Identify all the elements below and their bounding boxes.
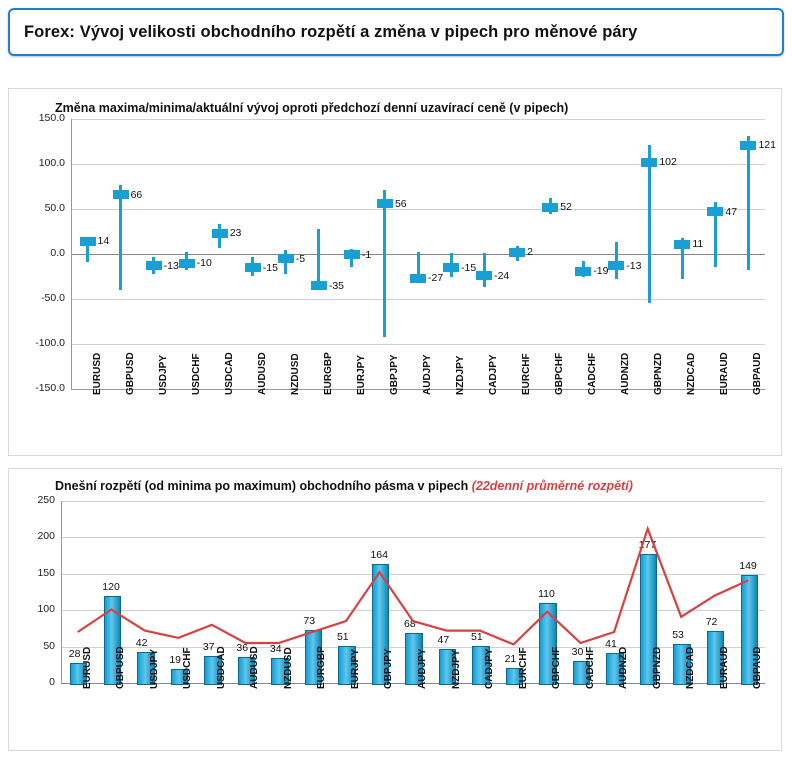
x-axis-category: EURGBP xyxy=(316,646,328,689)
hi-lo-wick xyxy=(383,190,386,337)
gridline xyxy=(71,119,765,120)
close-marker xyxy=(113,190,129,199)
x-axis-category: NZDUSD xyxy=(282,647,294,689)
x-axis-category: EURGBP xyxy=(322,352,334,395)
x-axis-category: USDJPY xyxy=(148,648,160,689)
data-label: 53 xyxy=(672,629,684,642)
x-axis-category: CADJPY xyxy=(484,648,496,689)
x-axis-category: GBPCHF xyxy=(554,352,566,395)
data-label: 120 xyxy=(102,580,120,593)
x-axis-category: EURCHF xyxy=(517,647,529,689)
x-axis-category: GBPUSD xyxy=(115,646,127,689)
chart2-title-average: (22denní průměrné rozpětí) xyxy=(471,479,633,493)
data-label: 121 xyxy=(758,139,776,152)
close-marker xyxy=(509,248,525,257)
y-axis-tick: 150 xyxy=(37,566,55,579)
x-axis-category: GBPJPY xyxy=(383,648,395,689)
close-marker xyxy=(740,141,756,150)
data-label: 30 xyxy=(571,646,584,659)
x-axis-category: EURUSD xyxy=(81,646,93,689)
hi-lo-wick xyxy=(317,229,320,287)
chart-panel-change xyxy=(8,88,782,456)
chart2-plot-area xyxy=(37,494,765,689)
data-label: 51 xyxy=(471,630,483,643)
x-axis-category: CADCHF xyxy=(584,646,596,689)
y-axis-tick: 50 xyxy=(43,639,55,652)
data-label: 56 xyxy=(394,197,407,210)
x-axis-category: GBPCHF xyxy=(551,646,563,689)
y-axis-tick: 100.0 xyxy=(38,157,65,169)
data-label: 14 xyxy=(97,235,110,248)
close-marker xyxy=(542,203,558,212)
data-label: 36 xyxy=(236,641,249,654)
x-axis-category: USDCHF xyxy=(190,353,202,395)
chart1-plot-area xyxy=(35,112,776,395)
y-axis-tick: 0.0 xyxy=(50,247,65,259)
x-axis-category: EURAUD xyxy=(718,646,730,689)
data-label: 19 xyxy=(169,654,182,667)
y-axis-tick: 50.0 xyxy=(44,202,65,214)
data-label: -24 xyxy=(494,269,510,282)
data-label: 11 xyxy=(692,238,704,251)
close-marker xyxy=(146,261,162,270)
data-label: -13 xyxy=(163,259,179,272)
x-axis-category: NZDJPY xyxy=(450,649,462,689)
data-label: 72 xyxy=(705,615,718,628)
x-axis-category: NZDUSD xyxy=(289,353,301,395)
close-marker xyxy=(212,229,228,238)
x-axis-category: AUDUSD xyxy=(249,646,261,689)
y-axis xyxy=(71,119,72,389)
x-axis-category: AUDJPY xyxy=(422,354,433,395)
data-label: 177 xyxy=(638,539,657,552)
data-label: 21 xyxy=(504,652,517,665)
x-axis-category: CADJPY xyxy=(488,354,500,395)
chart2-title xyxy=(55,479,633,493)
x-axis-category: GBPNZD xyxy=(651,646,663,689)
data-label: -35 xyxy=(328,279,345,292)
close-marker xyxy=(410,274,426,283)
average-range-line xyxy=(61,501,765,683)
data-label: -19 xyxy=(593,265,609,278)
data-label: -13 xyxy=(626,259,642,272)
close-marker xyxy=(641,158,657,167)
x-axis-category: AUDJPY xyxy=(417,648,428,689)
hi-lo-wick xyxy=(747,136,750,270)
y-axis-tick: 150.0 xyxy=(38,112,65,124)
close-marker xyxy=(476,271,492,280)
data-label: -10 xyxy=(196,257,212,269)
data-label: 47 xyxy=(725,205,738,218)
chart-panel-range xyxy=(8,468,782,751)
data-label: -5 xyxy=(295,252,306,265)
chart1-title: Změna maxima/minima/aktuální vývoj oproti předchozí denní uzavírací ceně (v pipech) xyxy=(55,101,569,115)
data-label: 2 xyxy=(527,246,533,259)
x-axis-category: GBPNZD xyxy=(653,352,665,395)
chart2-title-main: Dnešní rozpětí (od minima po maximum) obchodního pásma v pipech xyxy=(55,479,472,493)
close-marker xyxy=(608,261,624,270)
close-marker xyxy=(575,267,591,276)
data-label: 47 xyxy=(437,633,450,646)
x-axis-category: EURCHF xyxy=(521,353,533,395)
x-axis-category: USDJPY xyxy=(157,354,169,395)
x-axis-category: GBPUSD xyxy=(124,352,136,395)
x-axis-category: NZDCAD xyxy=(685,646,697,689)
close-marker xyxy=(344,250,360,259)
x-axis-category: GBPJPY xyxy=(388,354,400,395)
x-axis-category: AUDNZD xyxy=(618,646,630,689)
data-label: 73 xyxy=(303,614,316,627)
close-marker xyxy=(707,207,723,216)
y-axis-tick: -100.0 xyxy=(35,337,65,349)
x-axis-category: CADCHF xyxy=(587,352,599,395)
data-label: 51 xyxy=(336,630,349,643)
close-marker xyxy=(311,281,327,290)
close-marker xyxy=(80,237,96,246)
data-label: 52 xyxy=(560,201,572,214)
y-axis-tick: -50.0 xyxy=(41,292,65,304)
x-axis-category: EURJPY xyxy=(355,354,367,395)
y-axis-tick: 100 xyxy=(37,603,55,616)
x-axis-category: GBPAUD xyxy=(752,352,764,395)
close-marker xyxy=(674,240,690,249)
hi-lo-wick xyxy=(119,185,122,290)
y-axis-tick: -150.0 xyxy=(35,382,65,394)
y-axis-tick: 250 xyxy=(37,494,55,506)
close-marker xyxy=(443,263,459,272)
data-label: -27 xyxy=(428,272,444,285)
x-axis-category: GBPAUD xyxy=(752,646,764,689)
x-axis-category: NZDJPY xyxy=(455,355,467,395)
x-axis-category: USDCAD xyxy=(215,646,227,689)
data-label: -1 xyxy=(361,248,372,261)
data-label: 66 xyxy=(130,188,143,201)
data-label: 37 xyxy=(202,641,215,654)
y-axis-tick: 0 xyxy=(49,676,55,688)
header-banner xyxy=(8,8,784,56)
x-axis-category: EURAUD xyxy=(719,352,731,395)
x-axis-category: NZDCAD xyxy=(686,352,698,395)
gridline xyxy=(71,344,765,345)
data-label: 42 xyxy=(135,637,148,650)
x-axis-category: USDCAD xyxy=(223,352,235,395)
close-marker xyxy=(245,263,261,272)
data-label: 23 xyxy=(229,227,242,240)
data-label: -15 xyxy=(262,261,278,274)
data-label: 34 xyxy=(269,643,282,656)
x-axis-category: EURUSD xyxy=(91,352,103,395)
data-label: 41 xyxy=(605,638,617,651)
data-label: 110 xyxy=(538,587,555,600)
data-label: 28 xyxy=(68,647,81,660)
close-marker xyxy=(377,199,393,208)
data-label: 164 xyxy=(370,548,388,561)
data-label: -15 xyxy=(461,261,477,274)
close-marker xyxy=(278,254,294,263)
x-axis-category: AUDUSD xyxy=(256,352,268,395)
page-title: Forex: Vývoj velikosti obchodního rozpětí a změna v pipech pro měnové páry xyxy=(24,22,638,41)
x-axis-category: EURJPY xyxy=(349,648,361,689)
y-axis-tick: 200 xyxy=(37,530,55,543)
gridline xyxy=(71,299,765,300)
data-label: 68 xyxy=(404,618,416,631)
x-axis-category: AUDNZD xyxy=(620,352,632,395)
data-label: 102 xyxy=(659,156,677,169)
close-marker xyxy=(179,259,195,268)
gridline xyxy=(71,209,765,210)
hi-lo-wick xyxy=(648,145,651,303)
x-axis-category: USDCHF xyxy=(182,647,194,689)
data-label: 149 xyxy=(739,559,757,572)
